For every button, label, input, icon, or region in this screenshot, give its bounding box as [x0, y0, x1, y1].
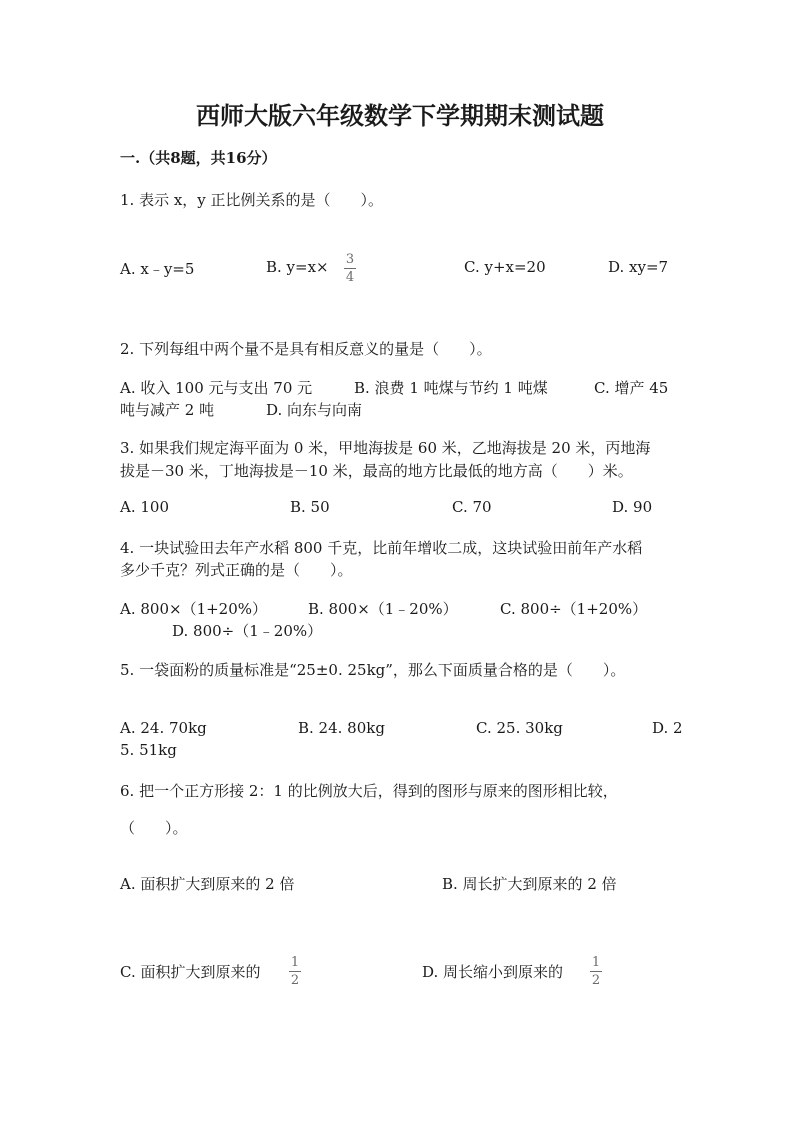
- q4-stem-line1: 4. 一块试验田去年产水稻 800 千克，比前年增收二成，这块试验田前年产水稻: [120, 539, 643, 557]
- q6-option-b[interactable]: B. 周长扩大到原来的 2 倍: [442, 875, 617, 893]
- q3-stem-line2: 拔是－30 米，丁地海拔是－10 米，最高的地方比最低的地方高（ ）米。: [120, 462, 633, 480]
- q4-option-b[interactable]: B. 800×（1﹣20%）: [308, 600, 458, 618]
- q6-option-d-fraction: [590, 955, 602, 988]
- q5-option-d-part1[interactable]: D. 2: [652, 719, 683, 737]
- fraction-denominator: 4: [345, 270, 355, 285]
- q6-option-a[interactable]: A. 面积扩大到原来的 2 倍: [120, 875, 295, 893]
- q5-stem: 5. 一袋面粉的质量标准是“25±0. 25kg”，那么下面质量合格的是（ ）。: [120, 661, 626, 679]
- q4-option-c[interactable]: C. 800÷（1+20%）: [500, 600, 648, 618]
- q6-stem-line1: 6. 把一个正方形接 2：1 的比例放大后，得到的图形与原来的图形相比较，: [120, 782, 618, 800]
- q1-option-b-fraction: [344, 252, 356, 285]
- q1-option-b[interactable]: B. y=x×: [266, 258, 329, 276]
- q4-option-d[interactable]: D. 800÷（1﹣20%）: [172, 622, 323, 640]
- q4-stem-line2: 多少千克？列式正确的是（ ）。: [120, 561, 353, 579]
- fraction-numerator: 3: [345, 252, 355, 267]
- fraction-bar: [590, 971, 602, 972]
- q3-option-c[interactable]: C. 70: [452, 498, 492, 516]
- fraction-numerator: 1: [591, 955, 601, 970]
- q3-stem-line1: 3. 如果我们规定海平面为 0 米，甲地海拔是 60 米，乙地海拔是 20 米，丙地海: [120, 439, 651, 457]
- q5-option-c[interactable]: C. 25. 30kg: [476, 719, 563, 737]
- q2-stem: 2. 下列每组中两个量不是具有相反意义的量是（ ）。: [120, 340, 492, 358]
- page-title: 西师大版六年级数学下学期期末测试题: [196, 101, 604, 130]
- q5-option-a[interactable]: A. 24. 70kg: [120, 719, 207, 737]
- q2-option-b[interactable]: B. 浪费 1 吨煤与节约 1 吨煤: [354, 379, 548, 397]
- section-heading: 一.（共8题，共16分）: [120, 149, 277, 167]
- q6-option-c-fraction: [289, 955, 301, 988]
- q5-option-b[interactable]: B. 24. 80kg: [298, 719, 385, 737]
- q1-option-a[interactable]: A. x﹣y=5: [120, 260, 195, 278]
- q3-option-a[interactable]: A. 100: [120, 498, 169, 516]
- q6-stem-line2: （ ）。: [120, 819, 188, 837]
- q6-option-d[interactable]: D. 周长缩小到原来的: [422, 963, 564, 981]
- q5-option-d-part2[interactable]: 5. 51kg: [120, 741, 177, 759]
- fraction-bar: [344, 268, 356, 269]
- q2-option-c-part2[interactable]: 吨与减产 2 吨: [120, 401, 215, 419]
- q3-option-d[interactable]: D. 90: [612, 498, 653, 516]
- fraction-numerator: 1: [290, 955, 300, 970]
- fraction-bar: [289, 971, 301, 972]
- q2-option-a[interactable]: A. 收入 100 元与支出 70 元: [120, 379, 313, 397]
- q2-option-c-part1[interactable]: C. 增产 45: [594, 379, 669, 397]
- q1-option-d[interactable]: D. xy=7: [608, 258, 669, 276]
- q6-option-c[interactable]: C. 面积扩大到原来的: [120, 963, 261, 981]
- q3-option-b[interactable]: B. 50: [290, 498, 330, 516]
- fraction-denominator: 2: [290, 973, 300, 988]
- q4-option-a[interactable]: A. 800×（1+20%）: [120, 600, 268, 618]
- q1-option-c[interactable]: C. y+x=20: [464, 258, 546, 276]
- fraction-denominator: 2: [591, 973, 601, 988]
- q1-stem: 1. 表示 x，y 正比例关系的是（ ）。: [120, 191, 384, 209]
- q2-option-d[interactable]: D. 向东与向南: [266, 401, 363, 419]
